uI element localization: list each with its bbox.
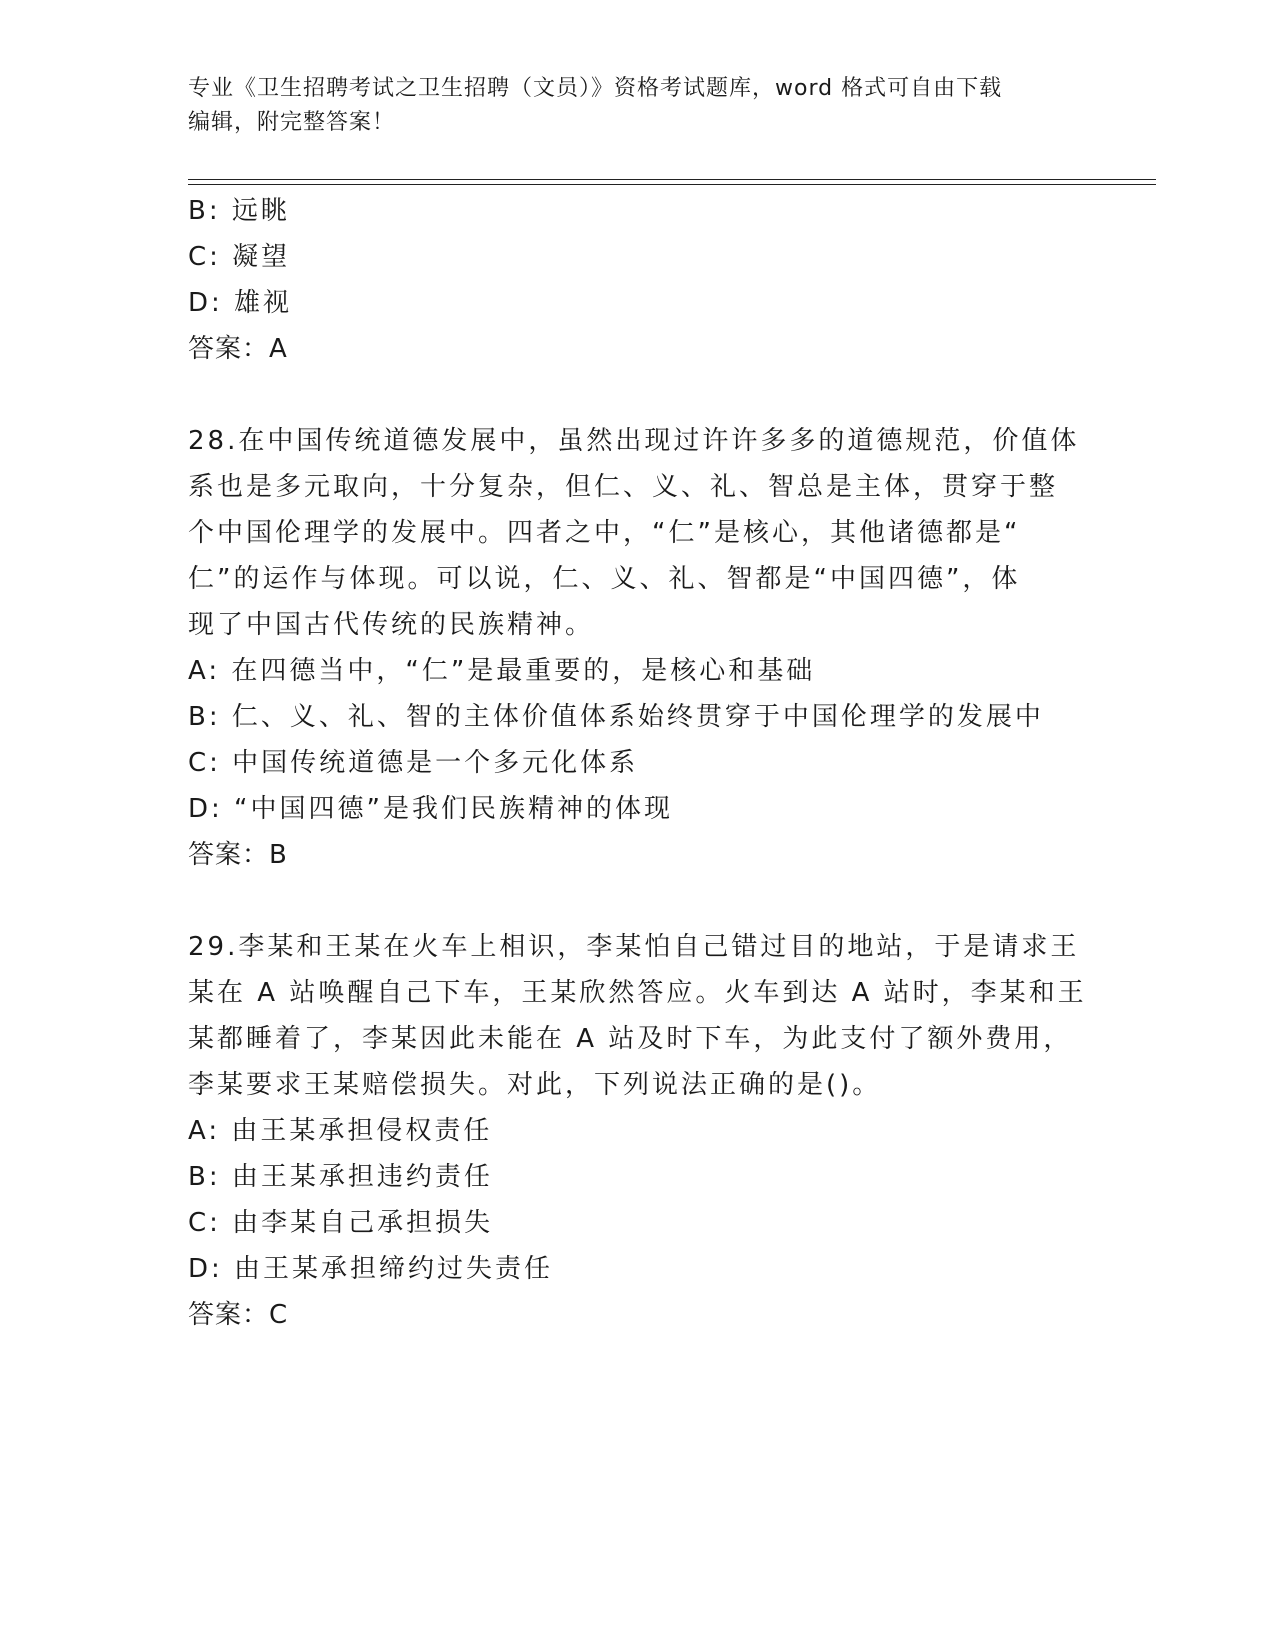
question-28 [188, 418, 1088, 878]
question-content [188, 188, 1088, 1338]
option-b: B: 由王某承担违约责任 [188, 1162, 493, 1192]
option-c: C: 凝望 [188, 242, 291, 272]
question-stem-line: 29.李某和王某在火车上相识，李某怕自己错过目的地站，于是请求王 [188, 932, 1080, 962]
option-b: B: 远眺 [188, 196, 290, 226]
answer-line: 答案：C [188, 1300, 289, 1330]
header-divider-bottom [188, 184, 1156, 185]
answer-line: 答案：B [188, 840, 288, 870]
question-stem-line: 系也是多元取向，十分复杂，但仁、义、礼、智总是主体，贯穿于整 [188, 472, 1059, 502]
option-d: D: 由王某承担缔约过失责任 [188, 1254, 554, 1284]
question-stem-line: 李某要求王某赔偿损失。对此，下列说法正确的是()。 [188, 1070, 882, 1100]
option-d: D: “中国四德”是我们民族精神的体现 [188, 794, 673, 824]
spacer [188, 878, 1088, 924]
question-stem-line: 某在 A 站唤醒自己下车，王某欣然答应。火车到达 A 站时，李某和王 [188, 978, 1087, 1008]
question-stem-line: 个中国伦理学的发展中。四者之中，“仁”是核心，其他诸德都是“ [188, 518, 1021, 548]
answer-line: 答案：A [188, 334, 288, 364]
option-d: D: 雄视 [188, 288, 293, 318]
question-stem-line: 28.在中国传统道德发展中，虽然出现过许许多多的道德规范，价值体 [188, 426, 1080, 456]
header-divider-top [188, 179, 1156, 180]
header-line-1: 专业《卫生招聘考试之卫生招聘（文员）》资格考试题库，word 格式可自由下载 [188, 76, 1003, 101]
prev-question-block [188, 188, 1088, 372]
document-header [188, 72, 1088, 140]
spacer [188, 372, 1088, 418]
option-b: B: 仁、义、礼、智的主体价值体系始终贯穿于中国伦理学的发展中 [188, 702, 1044, 732]
option-c: C: 由李某自己承担损失 [188, 1208, 494, 1238]
question-stem-line: 某都睡着了，李某因此未能在 A 站及时下车，为此支付了额外费用， [188, 1024, 1073, 1054]
question-29 [188, 924, 1088, 1338]
option-a: A: 在四德当中，“仁”是最重要的，是核心和基础 [188, 656, 816, 686]
option-c: C: 中国传统道德是一个多元化体系 [188, 748, 639, 778]
option-a: A: 由王某承担侵权责任 [188, 1116, 493, 1146]
question-stem-line: 现了中国古代传统的民族精神。 [188, 610, 595, 640]
question-stem-line: 仁”的运作与体现。可以说，仁、义、礼、智都是“中国四德”，体 [188, 564, 1021, 594]
header-line-2: 编辑，附完整答案！ [188, 110, 396, 135]
